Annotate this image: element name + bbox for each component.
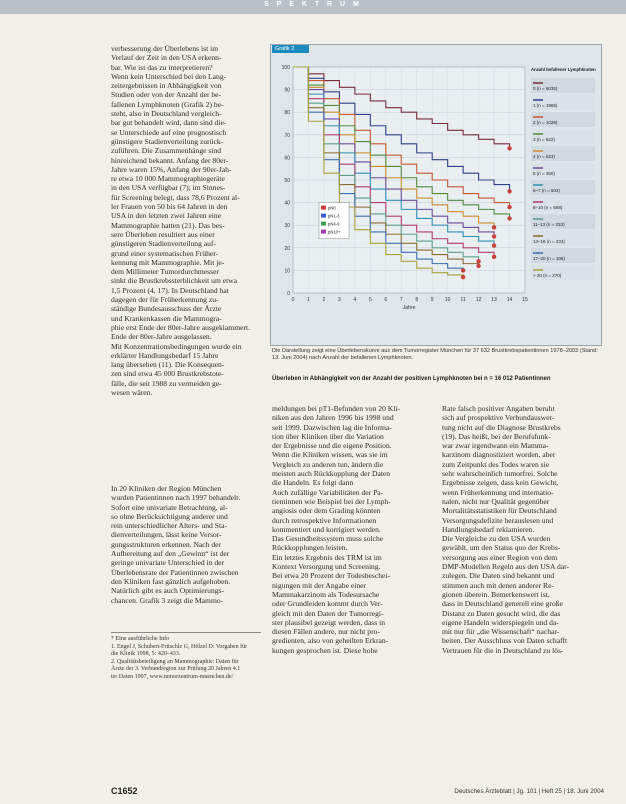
y-tick-label: 90 xyxy=(284,87,290,94)
series-endpoint xyxy=(492,243,496,247)
chart-tag: Grafik 2 xyxy=(272,45,309,53)
chart-subtitle: Überleben in Abhängigkeit von der Anzahl der positiven Lymphknoten bei n = 16 012 Patientinnen xyxy=(272,376,551,382)
y-tick-label: 80 xyxy=(284,110,290,117)
inset-legend-swatch xyxy=(321,222,326,226)
legend-label: 5 (n = 360) xyxy=(533,171,555,176)
page-number: C1652 xyxy=(111,786,138,796)
series-endpoint xyxy=(492,255,496,259)
inset-legend-label: pN1-3 xyxy=(328,213,340,219)
text-column-middle: meldungen bei pT1-Befunden von 20 Kli- niken aus den Jahren 1996 bis 1998 und seit 1999. Dazwischen lag die Informa- tion über Kliniken über die Variation der Ergebnisse und die eigene Position. Wenn die Kliniken wissen, was sie im Vergleich zu anderen tun, ändern die meisten auch Rückkopplung der Daten die Handeln. Es folgt dann Auch zufällige Variabilitäten der Pa- tientinnen wie Beispiel bei der Lymph- angiosis oder dem Grading könnten durch retrospektive Informationen kommentiert und korrigiert werden. Das Gesundheitssystem muss solche Rückkopplungen leisten. Ein letztes Ergebnis des TRM ist im Kontext Versorgung und Screening. Bei etwa 20 Prozent der Todesbeschei- nigungen mit der Angabe einer Mammakarzinom als Todesursache oder Grundleiden kommt durch Ver- gleich mit den Daten der Tumorregi- ster plausibel gezeigt werden, dass in diesen Fällen andere, nur nicht pro- gredienten, also von geheilten Erkran- kungen gesprochen ist. Diese hohe xyxy=(272,404,401,655)
legend-label: 8–10 (n = 568) xyxy=(533,205,563,210)
inset-legend-swatch xyxy=(321,230,326,234)
footnotes: * Eine ausführliche Info 1. Engel J, Schubert-Fritschle G, Hölzel D: Vorgaben für die Klinik 1998, 5: 420–433. 2. Qualitätsbeteiligung an Mammographie: Daten für Ärzte der 3. Verbundregion zur Prüfung 20 Jahren 4.1 ter Daten 1997, www.tumorzentrum-muenchen.de/ xyxy=(111,632,261,682)
x-tick-label: 1 xyxy=(307,297,310,303)
x-tick-label: 15 xyxy=(522,297,528,303)
series-endpoint xyxy=(476,264,480,268)
series-endpoint xyxy=(461,275,465,279)
legend-label: 0 (n = 6035) xyxy=(533,86,558,91)
chart-frame xyxy=(270,44,602,346)
text-column-left-top: verbesserung der Überlebens ist im Verlauf der Zeit in den USA erkenn- bar. Wie ist das zu interpretieren? Wenn kein Unterschied bei den Lang- zeitergebnissen in Abhängigkeit von Studien oder von der Anzahl der be- fallenen Lymphknoten (Grafik 2) be- steht, also in Deutschland vergleich- bar gut behandelt wird, dann sind die- se Unterschiede auf eine prognostisch günstigere Stadienverteilung zurück- zuführen. Die Zusammenhänge sind hinreichend bekannt. Anfang der 80er- Jahre waren 15%, Anfang der 90er-Jah- re etwa 10 000 Mammographiegeräte in den USA verfügbar (7); im Sinnes- für Screening belegt, dass 78,6 Prozent al- ler Frauen von 50 bis 64 Jahren in den USA in den letzten zwei Jahren eine Mammographie hatten (21). Das bes- sere Überleben resultiert aus einer günstigeren Stadienverteilung auf- grund einer systematischen Früher- kennung mit Mammographie. Mit je- dem Millimeter Tumordurchmesser sinkt die Brustkrebssterblichkeit um etwa 1,5 Prozent (4, 17). In Deutschland hat dagegen der für Früherkennung zu- ständige Bundesausschuss der Ärzte und Krankenkassen die Mammogra- phie erst Ende der 80er-Jahre ausgeklammert. Ende der 80er-Jahre ausgelassen. Mit Konzentrationsbedingungen wurde ein erklärter Handlungsbedarf 15 Jahre lang übersehen (11). Die Konsequen- zen sind etwa 45 000 Brustkrebstote- fälle, die seit 1988 zu vermeiden ge- wesen wären. xyxy=(111,44,251,397)
series-endpoint xyxy=(476,259,480,263)
series-endpoint xyxy=(507,205,511,209)
legend-title: Anzahl befallener Lymphknoten xyxy=(531,67,596,72)
x-axis-label: Jahre xyxy=(402,305,416,311)
section-title: S P E K T R U M xyxy=(264,1,362,8)
x-tick-label: 11 xyxy=(460,297,466,303)
journal-citation: Deutsches Ärzteblatt | Jg. 101 | Heft 25 | 18. Juni 2004 xyxy=(454,788,604,795)
y-tick-label: 70 xyxy=(284,132,290,139)
legend-label: 6–7 (n = 503) xyxy=(533,188,560,193)
x-tick-label: 8 xyxy=(415,297,419,303)
x-tick-label: 6 xyxy=(384,297,388,303)
y-tick-label: 0 xyxy=(287,291,290,297)
legend-label: 11–13 (n = 333) xyxy=(533,222,565,227)
inset-legend-swatch xyxy=(321,206,326,210)
x-tick-label: 10 xyxy=(444,297,451,303)
series-endpoint xyxy=(507,146,511,150)
legend-label: 17–20 (n = 186) xyxy=(533,256,565,261)
chart-caption: Die Darstellung zeigt eine Überlebenskurve aus dem Tumorregister München für 37 632 Brustkrebspatientinnen 1978–2003 (Stand: 13. Juni 2004) nach Anzahl der befallenen Lymphknoten. xyxy=(272,348,598,361)
x-tick-label: 3 xyxy=(338,297,341,303)
inset-legend-swatch xyxy=(321,214,326,218)
x-tick-label: 0 xyxy=(291,297,295,303)
legend-label: 3 (n = 622) xyxy=(533,137,555,142)
inset-legend-label: pN4-9 xyxy=(328,221,340,227)
x-tick-label: 4 xyxy=(353,297,357,303)
text-column-right: Rate falsch positiver Angaben beruht sich auf prospektive Verbundauswer- tung nicht auf die Diagnose Brustkrebs (19). Das heißt, bei der Berufsfunk- war zwar irgendwann ein Mamma- karzinom diagnostiziert worden, aber zum Zeitpunkt des Todes waren sie sehr wahrscheinlich tumorfrei. Solche Ergebnisse zeigen, dass kein Gewicht, wenn Früherkennung und internatio- nalen, nicht nur Qualität gegenüber Mortalitätsstatistiken für Deutschland Versorgungsdefizite herauslesen und Handlungsbedarf reklamieren. Die Vergleiche zu den USA wurden gewählt, um den Status quo der Krebs- versorgung aus einer Region von dem DMP-Modellen Regeln aus den USA dar- zulegen. Die Daten sind bekannt und stimmen auch mit denen anderer Re- gionen überein. Bemerkenswert ist, dass in Deutschland generell eine große Distanz zu Daten gesucht wird, die das eigene Handeln widerspiegeln und da- mit nur für „die Wissenschaft“ nachar- beiten. Der Ausschluss von Daten schafft Vertrauen für die in Deutschland zu lös- xyxy=(442,404,570,655)
x-tick-label: 2 xyxy=(322,297,326,303)
survival-chart xyxy=(271,45,601,345)
legend-label: 1 (n = 1968) xyxy=(533,103,558,108)
y-tick-label: 50 xyxy=(284,178,290,184)
x-tick-label: 7 xyxy=(399,297,403,303)
y-tick-label: 20 xyxy=(284,245,290,252)
y-tick-label: 30 xyxy=(284,223,290,230)
legend-label: 14–16 (n = 234) xyxy=(533,239,565,244)
legend-label: > 20 (n = 270) xyxy=(533,273,562,278)
y-tick-label: 100 xyxy=(281,65,290,71)
inset-legend-label: pN0 xyxy=(328,205,336,211)
legend-label: 2 (n = 1028) xyxy=(533,120,558,125)
y-tick-label: 60 xyxy=(284,155,290,162)
x-tick-label: 13 xyxy=(491,297,497,303)
series-endpoint xyxy=(492,225,496,229)
series-endpoint xyxy=(461,268,465,272)
text-column-left-mid: In 20 Kliniken der Region München wurden Patientinnen nach 1997 behandelt. Sofort eine univariate Betrachtung, al- so ohne Berücksichtigung anderer und rein unterschiedlicher Alters- und Sta- dienverteilungen, lässt keine Versor- gungsstrukturen erkennen. Nach der Aufbereitung auf den „Gewinn“ ist der geringe univariate Unterschied in der Überlebensrate der Patientinnen zwischen den Kliniken fast gänzlich aufgehoben. Natürlich gibt es auch Optimierungs- chancen. Grafik 3 zeigt die Mammo- xyxy=(111,484,241,605)
series-endpoint xyxy=(492,234,496,238)
legend-label: 4 (n = 523) xyxy=(533,154,555,159)
x-tick-label: 5 xyxy=(368,297,372,303)
x-tick-label: 14 xyxy=(506,297,513,303)
x-tick-label: 12 xyxy=(475,297,482,303)
y-tick-label: 10 xyxy=(284,268,290,275)
series-endpoint xyxy=(507,189,511,193)
x-tick-label: 9 xyxy=(430,297,434,303)
series-endpoint xyxy=(507,216,511,220)
y-tick-label: 40 xyxy=(284,200,290,207)
inset-legend-label: pN10+ xyxy=(328,229,341,235)
